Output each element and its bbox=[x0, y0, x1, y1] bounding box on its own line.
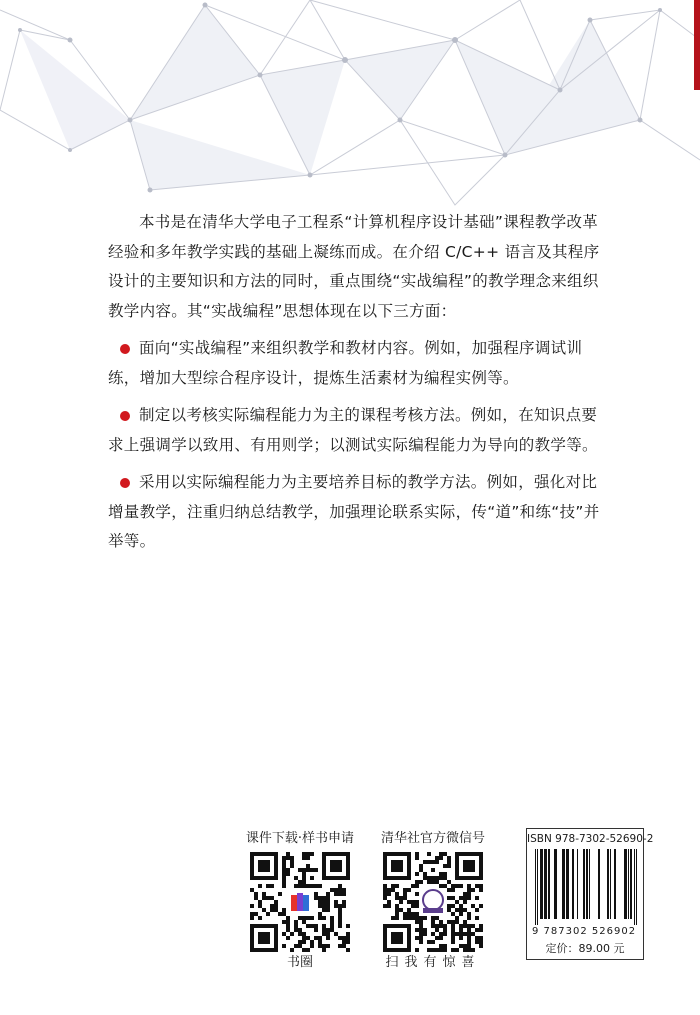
qr-block-courseware bbox=[245, 830, 355, 972]
isbn-number: ISBN 978-7302-52690-2 bbox=[527, 833, 654, 845]
bullet-text: 制定以考核实际编程能力为主的课程考核方法。例如，在知识点要求上强调学以致用、有用则学；以测试实际编程能力为导向的教学等。 bbox=[108, 406, 598, 454]
price-label: 定价：89.00 元 bbox=[545, 942, 625, 955]
isbn-barcode-box bbox=[526, 828, 654, 960]
qr-caption: 清华社官方微信号 bbox=[380, 831, 485, 846]
barcode-icon bbox=[533, 849, 639, 925]
red-spine-edge bbox=[694, 0, 700, 90]
qr-block-wechat bbox=[378, 830, 488, 972]
red-bullet-icon bbox=[120, 411, 130, 421]
description-text bbox=[108, 208, 600, 557]
qr-code-icon[interactable] bbox=[383, 852, 483, 952]
background-network-pattern bbox=[0, 0, 700, 230]
bullet-item-2 bbox=[108, 401, 600, 460]
bullet-text: 面向“实战编程”来组织教学和教材内容。例如，加强程序调试训练，增加大型综合程序设计，提炼生活素材为编程实例等。 bbox=[108, 339, 583, 387]
intro-paragraph: 本书是在清华大学电子工程系“计算机程序设计基础”课程教学改革经验和多年教学实践的基础上凝练而成。在介绍 C/C++ 语言及其程序设计的主要知识和方法的同时，重点围绕“实战编程”的教学理念来组织教学内容。其“实战编程”思想体现在以下三方面： bbox=[108, 213, 600, 320]
qr-caption: 课件下载·样书申请 bbox=[245, 831, 355, 846]
qr-code-icon[interactable] bbox=[250, 852, 350, 952]
red-bullet-icon bbox=[120, 344, 130, 354]
bullet-item-1 bbox=[108, 334, 600, 393]
bullet-text: 采用以实际编程能力为主要培养目标的教学方法。例如，强化对比增量教学，注重归纳总结教学，加强理论联系实际，传“道”和练“技”并举等。 bbox=[108, 473, 600, 550]
qr-label: 扫我有惊喜 bbox=[385, 955, 481, 970]
bullet-item-3 bbox=[108, 468, 600, 557]
qr-label: 书圈 bbox=[286, 955, 313, 970]
barcode-digits: 9 787302 526902 bbox=[532, 926, 637, 937]
red-bullet-icon bbox=[120, 478, 130, 488]
